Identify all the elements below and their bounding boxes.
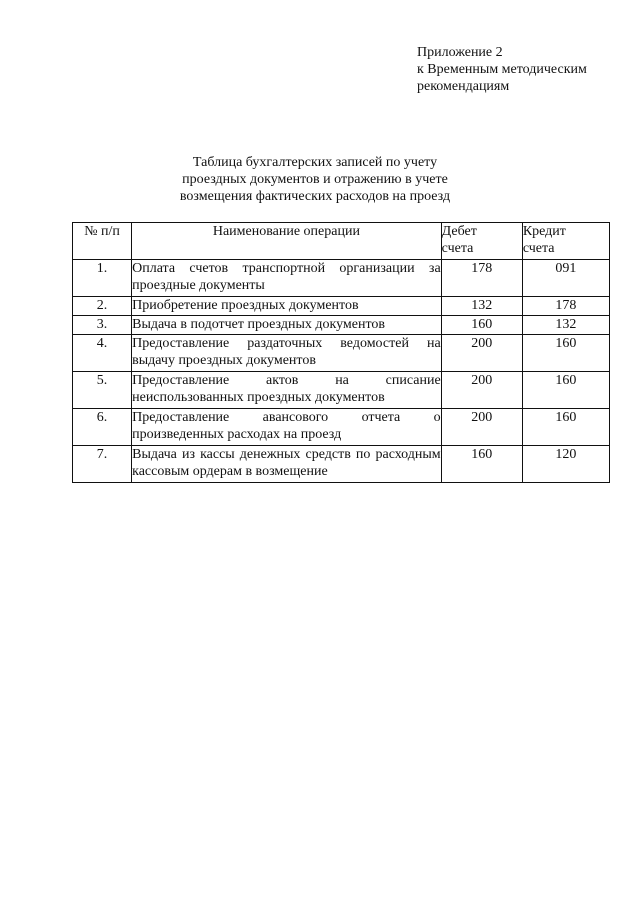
row-operation: Предоставление авансового отчета о произведенных расходах на проезд [132, 409, 442, 446]
row-debit: 178 [441, 260, 522, 297]
row-num: 2. [73, 297, 132, 316]
table-row [73, 335, 610, 372]
row-credit: 160 [522, 372, 609, 409]
row-debit: 160 [441, 316, 522, 335]
accounting-entries-table [72, 222, 610, 483]
row-operation: Выдача в подотчет проездных документов [132, 316, 442, 335]
row-credit: 160 [522, 335, 609, 372]
row-num: 6. [73, 409, 132, 446]
title-line: возмещения фактических расходов на проезд [179, 189, 451, 204]
row-operation: Предоставление актов на списание неиспользованных проездных документов [132, 372, 442, 409]
appendix-header [417, 44, 587, 95]
row-debit: 160 [441, 446, 522, 483]
table-header-row [73, 223, 610, 260]
row-num: 3. [73, 316, 132, 335]
table-row [73, 260, 610, 297]
row-num: 1. [73, 260, 132, 297]
table-row [73, 446, 610, 483]
row-num: 5. [73, 372, 132, 409]
row-debit: 200 [441, 335, 522, 372]
header-credit-line2: счета [522, 241, 555, 256]
table-row [73, 316, 610, 335]
table-row [73, 297, 610, 316]
table-row [73, 409, 610, 446]
header-credit-line1: Кредит [522, 224, 566, 239]
appendix-line: к Временным методическим [417, 62, 587, 77]
header-debit-line2: счета [441, 241, 474, 256]
header-debit-line1: Дебет [441, 224, 477, 239]
document-title [150, 154, 480, 205]
row-operation: Выдача из кассы денежных средств по расходным кассовым ордерам в возмещение [132, 446, 442, 483]
header-credit [522, 223, 609, 260]
row-debit: 200 [441, 372, 522, 409]
row-operation: Предоставление раздаточных ведомостей на выдачу проездных документов [132, 335, 442, 372]
appendix-line: рекомендациям [417, 79, 510, 94]
row-operation: Приобретение проездных документов [132, 297, 442, 316]
header-debit [441, 223, 522, 260]
row-debit: 200 [441, 409, 522, 446]
row-num: 4. [73, 335, 132, 372]
row-credit: 160 [522, 409, 609, 446]
header-operation: Наименование операции [132, 223, 442, 260]
row-credit: 120 [522, 446, 609, 483]
row-credit: 178 [522, 297, 609, 316]
row-credit: 132 [522, 316, 609, 335]
header-num: № п/п [73, 223, 132, 260]
title-line: Таблица бухгалтерских записей по учету [192, 155, 438, 170]
appendix-line: Приложение 2 [417, 45, 503, 60]
row-num: 7. [73, 446, 132, 483]
title-line: проездных документов и отражению в учете [182, 172, 448, 187]
table-row [73, 372, 610, 409]
row-credit: 091 [522, 260, 609, 297]
row-operation: Оплата счетов транспортной организации за проездные документы [132, 260, 442, 297]
row-debit: 132 [441, 297, 522, 316]
